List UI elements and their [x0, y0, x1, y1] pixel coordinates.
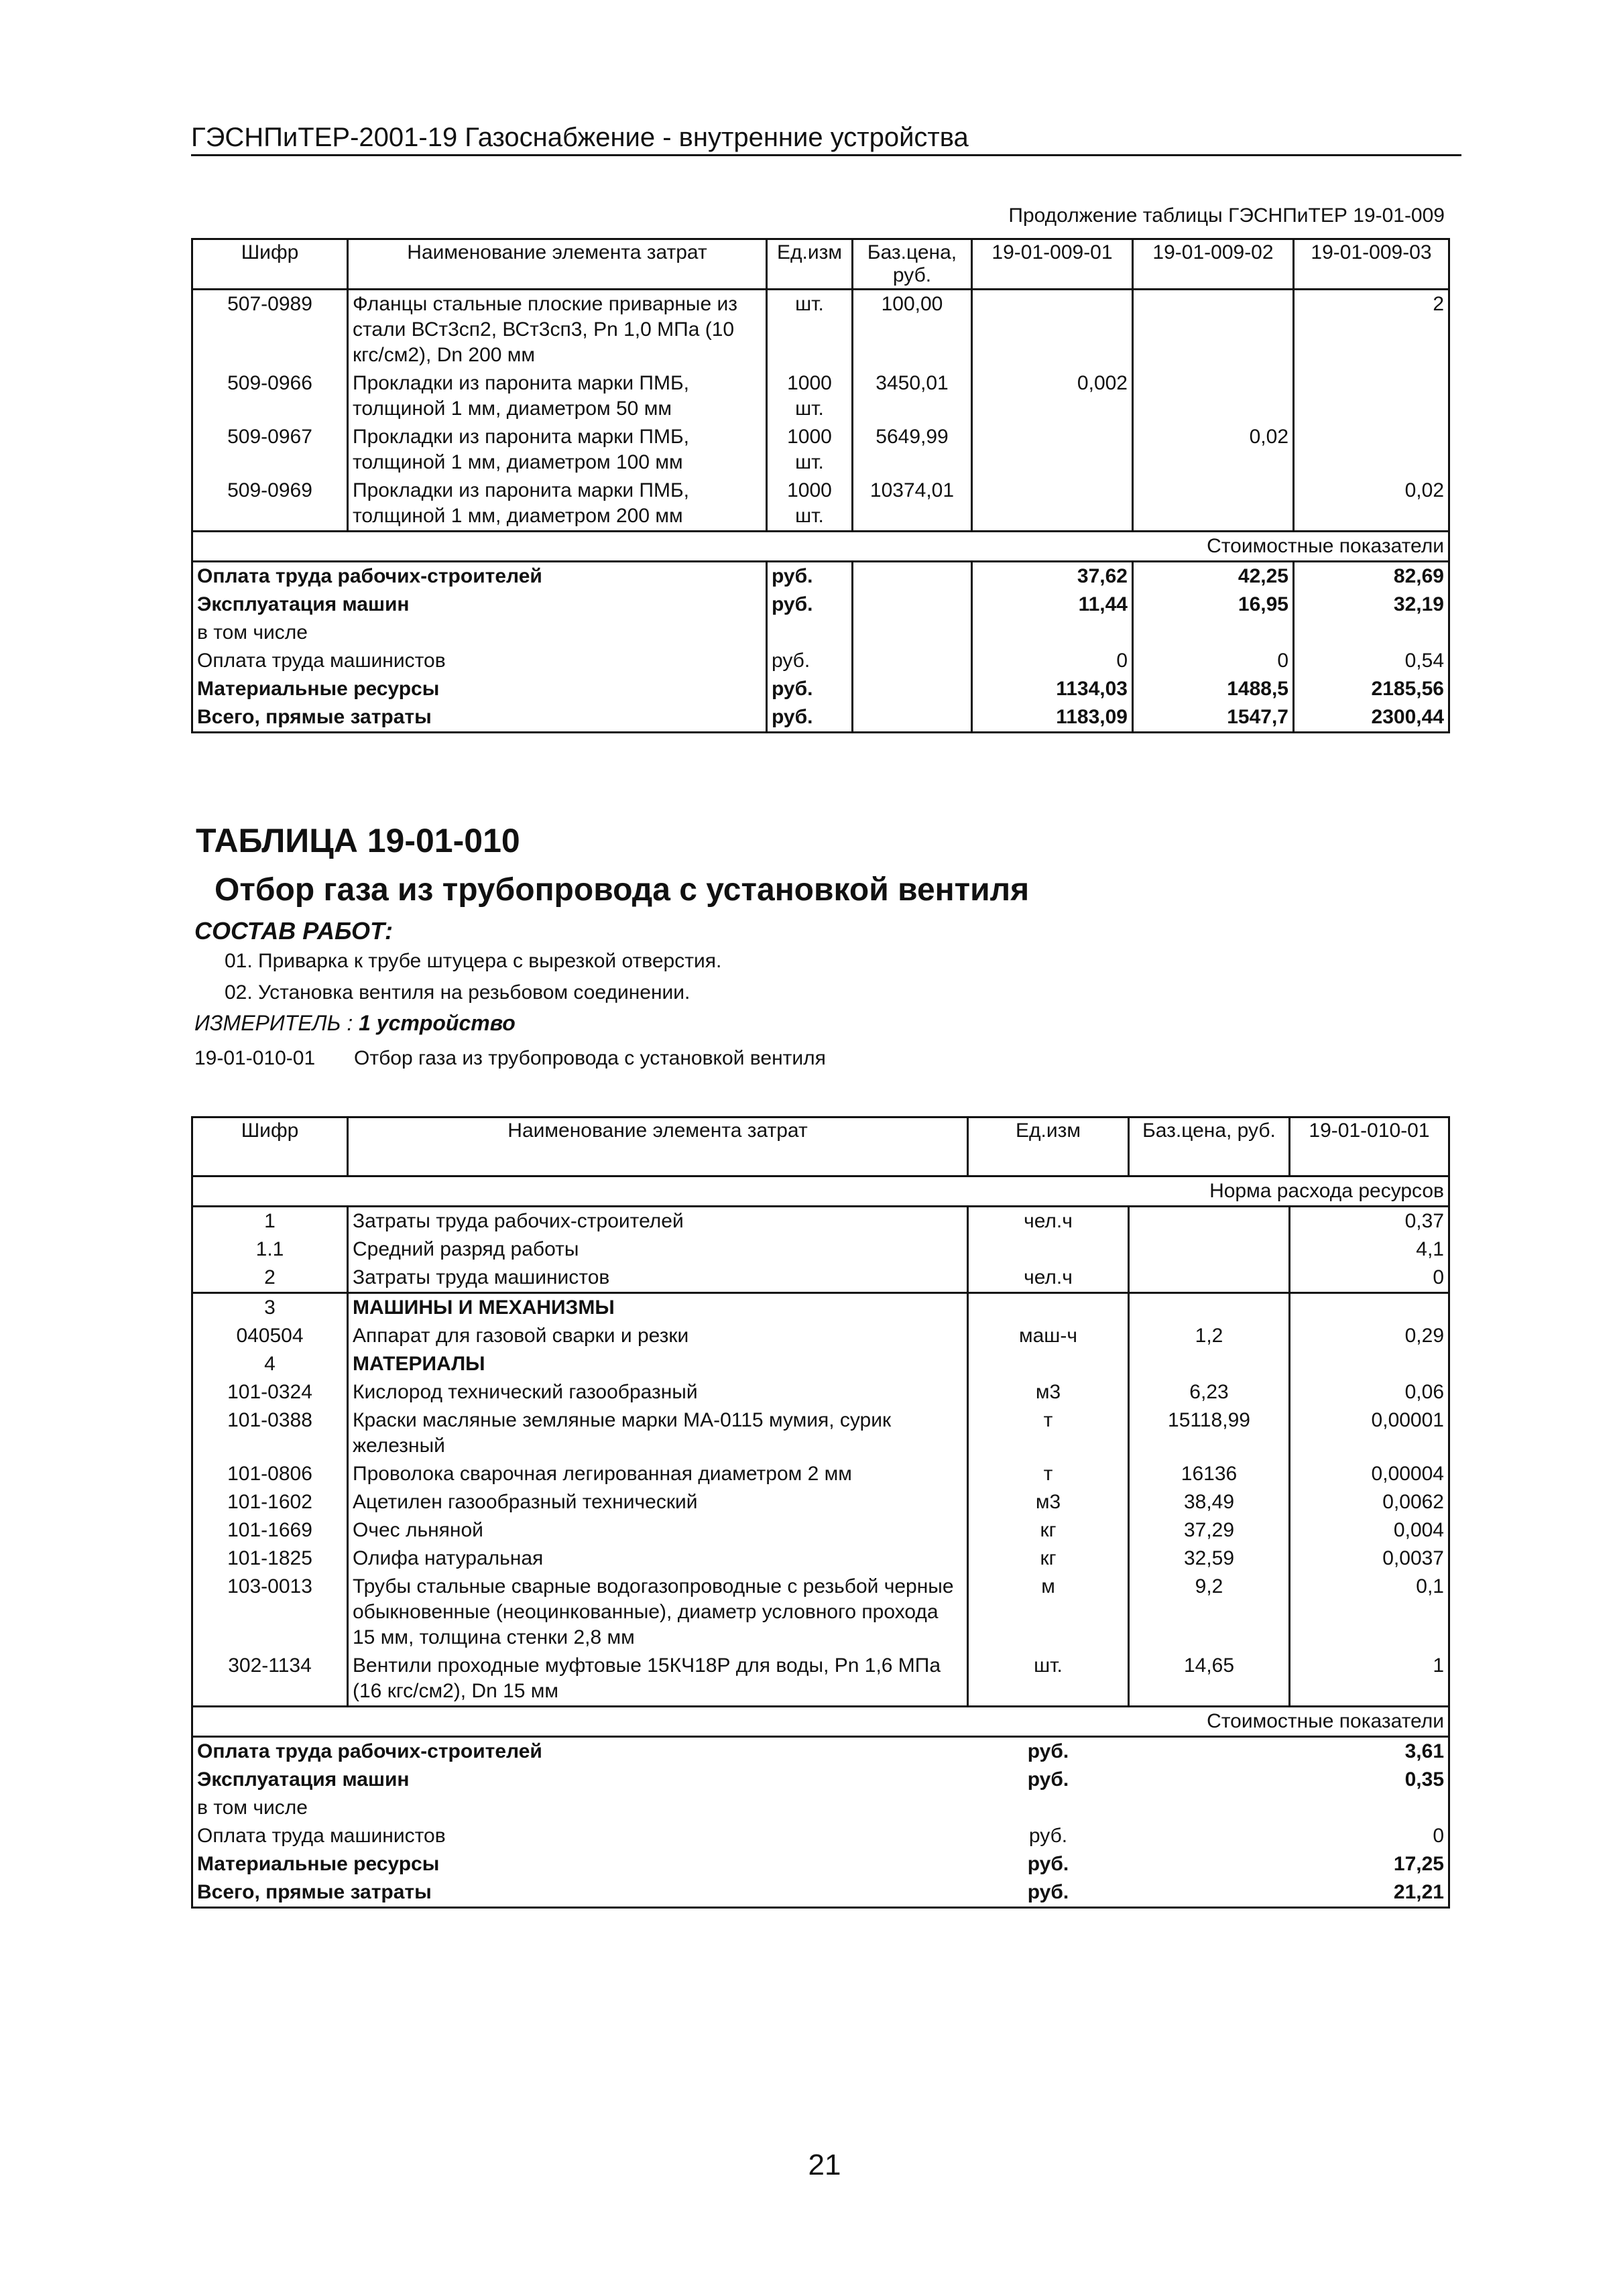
- table-cell: 0,54: [1294, 647, 1449, 675]
- column-header: Шифр: [192, 239, 348, 290]
- table-cell: Вентили проходные муфтовые 15КЧ18Р для воды, Рn 1,6 МПа (16 кгс/см2), Dn 15 мм: [348, 1652, 968, 1707]
- table-cell: 101-1602: [192, 1488, 348, 1516]
- table-cell: 17,25: [1290, 1850, 1449, 1878]
- table-cell: руб.: [767, 647, 853, 675]
- table-cell: 32,19: [1294, 591, 1449, 619]
- table-cell: Трубы стальные сварные водогазопроводные с резьбой черные обыкновенные (неоцинкованные), диаметр условного прохода 15 мм, толщина стенки 2,8 мм: [348, 1573, 968, 1652]
- table-cell: Материальные ресурсы: [192, 1850, 968, 1878]
- table-header-row: [192, 239, 1449, 290]
- table-cell: 0: [972, 647, 1133, 675]
- table-row: [192, 290, 1449, 370]
- section-label: Норма расхода ресурсов: [192, 1176, 1449, 1207]
- table-cell: 0,00004: [1290, 1460, 1449, 1488]
- table-cell: 1000 шт.: [767, 423, 853, 477]
- table-cell: Эксплуатация машин: [192, 591, 767, 619]
- resource-table-19-01-009: [191, 238, 1450, 733]
- table-cell: 101-1825: [192, 1545, 348, 1573]
- section-row: [192, 1707, 1449, 1737]
- table-row: [192, 1545, 1449, 1573]
- table-row: [192, 1207, 1449, 1236]
- column-header: Баз.цена, руб.: [853, 239, 972, 290]
- table-cell: [1294, 619, 1449, 647]
- table-cell: руб.: [767, 703, 853, 733]
- cost-row: [192, 562, 1449, 591]
- table-cell: [1290, 1794, 1449, 1822]
- table-cell: 509-0969: [192, 477, 348, 532]
- measurement-value: 1 устройство: [359, 1011, 516, 1035]
- table-cell: 6,23: [1129, 1378, 1290, 1406]
- table-cell: [1294, 423, 1449, 477]
- table-cell: в том числе: [192, 619, 767, 647]
- table-cell: 2300,44: [1294, 703, 1449, 733]
- table-cell: 3: [192, 1293, 348, 1323]
- table-cell: Затраты труда рабочих-строителей: [348, 1207, 968, 1236]
- cost-row: [192, 1737, 1449, 1766]
- table-cell: 1: [1290, 1652, 1449, 1707]
- table-cell: [853, 647, 972, 675]
- table-cell: 11,44: [972, 591, 1133, 619]
- table-cell: Прокладки из паронита марки ПМБ, толщиной 1 мм, диаметром 50 мм: [348, 369, 767, 423]
- measurement-unit: [194, 1011, 516, 1036]
- table-row: [192, 369, 1449, 423]
- table-cell: [1129, 1822, 1290, 1850]
- table-cell: 4,1: [1290, 1235, 1449, 1264]
- table-cell: 2185,56: [1294, 675, 1449, 703]
- table-cell: Оплата труда рабочих-строителей: [192, 1737, 968, 1766]
- table-row: [192, 1652, 1449, 1707]
- table-cell: в том числе: [192, 1794, 968, 1822]
- table-row: [192, 1460, 1449, 1488]
- table-cell: 1000 шт.: [767, 369, 853, 423]
- table-cell: 37,62: [972, 562, 1133, 591]
- table-cell: [1290, 1350, 1449, 1378]
- table-cell: 101-0806: [192, 1460, 348, 1488]
- table-cell: руб.: [767, 675, 853, 703]
- table-cell: [1129, 1350, 1290, 1378]
- table-cell: 101-1669: [192, 1516, 348, 1545]
- table-cell: 1: [192, 1207, 348, 1236]
- table-cell: Очес льняной: [348, 1516, 968, 1545]
- table-cell: Всего, прямые затраты: [192, 703, 767, 733]
- table-cell: [1129, 1850, 1290, 1878]
- table-cell: т: [968, 1406, 1129, 1460]
- cost-row: [192, 647, 1449, 675]
- column-header: 19-01-009-03: [1294, 239, 1449, 290]
- table-cell: [1129, 1766, 1290, 1794]
- table-cell: 0: [1133, 647, 1294, 675]
- table-cell: 37,29: [1129, 1516, 1290, 1545]
- table-cell: 3,61: [1290, 1737, 1449, 1766]
- table-cell: 509-0966: [192, 369, 348, 423]
- table-cell: м3: [968, 1488, 1129, 1516]
- table-cell: руб.: [968, 1878, 1129, 1908]
- table-cell: 4: [192, 1350, 348, 1378]
- table-row: [192, 1516, 1449, 1545]
- table-cell: Оплата труда машинистов: [192, 647, 767, 675]
- table-cell: Фланцы стальные плоские приварные из стали ВСт3сп2, ВСт3сп3, Рn 1,0 МПа (10 кгс/см2), Dn 200 мм: [348, 290, 767, 370]
- cost-row: [192, 1794, 1449, 1822]
- table-cell: 1183,09: [972, 703, 1133, 733]
- table-cell: кг: [968, 1545, 1129, 1573]
- table-cell: чел.ч: [968, 1207, 1129, 1236]
- table-cell: 0,0037: [1290, 1545, 1449, 1573]
- table-row: [192, 1350, 1449, 1378]
- table-cell: [1129, 1794, 1290, 1822]
- table-cell: Материальные ресурсы: [192, 675, 767, 703]
- table-cell: 2: [192, 1264, 348, 1293]
- table-cell: Средний разряд работы: [348, 1235, 968, 1264]
- measurement-label: ИЗМЕРИТЕЛЬ :: [194, 1011, 353, 1035]
- work-step: 01. Приварка к трубе штуцера с вырезкой отверстия.: [225, 950, 722, 972]
- table-cell: [1129, 1207, 1290, 1236]
- table-cell: [1133, 477, 1294, 532]
- table-cell: руб.: [767, 562, 853, 591]
- table-cell: 38,49: [1129, 1488, 1290, 1516]
- table-cell: Всего, прямые затраты: [192, 1878, 968, 1908]
- table-cell: [972, 477, 1133, 532]
- table-cell: 509-0967: [192, 423, 348, 477]
- table-cell: [1133, 369, 1294, 423]
- table-cell: 0,02: [1133, 423, 1294, 477]
- table-cell: 040504: [192, 1322, 348, 1350]
- table-cell: Оплата труда машинистов: [192, 1822, 968, 1850]
- table-row: [192, 477, 1449, 532]
- table-cell: шт.: [968, 1652, 1129, 1707]
- table-cell: 42,25: [1133, 562, 1294, 591]
- column-header: 19-01-010-01: [1290, 1117, 1449, 1176]
- table-cell: руб.: [1027, 1853, 1069, 1875]
- table-cell: 9,2: [1129, 1573, 1290, 1652]
- table-cell: [968, 1350, 1129, 1378]
- section-label: Стоимостные показатели: [192, 1707, 1449, 1737]
- table-cell: 0: [1290, 1264, 1449, 1293]
- cost-row: [192, 591, 1449, 619]
- table-cell: [968, 1235, 1129, 1264]
- table-cell: 5649,99: [853, 423, 972, 477]
- table-cell: Прокладки из паронита марки ПМБ, толщиной 1 мм, диаметром 200 мм: [348, 477, 767, 532]
- table-cell: 21,21: [1290, 1878, 1449, 1908]
- table-cell: 1000 шт.: [767, 477, 853, 532]
- table-cell: 1.1: [192, 1235, 348, 1264]
- table-row: [192, 1378, 1449, 1406]
- table-cell: 0,1: [1290, 1573, 1449, 1652]
- table-row: [192, 1573, 1449, 1652]
- table-cell: [1290, 1293, 1449, 1323]
- table-cell: [972, 619, 1133, 647]
- table-cell: [1129, 1878, 1290, 1908]
- norm-code: 19-01-010-01: [194, 1047, 316, 1069]
- cost-row: [192, 1850, 1449, 1878]
- table-cell: м: [968, 1573, 1129, 1652]
- table-cell: МАТЕРИАЛЫ: [348, 1350, 968, 1378]
- table-cell: 0,02: [1294, 477, 1449, 532]
- page-header: ГЭСНПиТЕР-2001-19 Газоснабжение - внутренние устройства: [191, 121, 1461, 156]
- table-cell: 0,00001: [1290, 1406, 1449, 1460]
- table-cell: [853, 675, 972, 703]
- table-cell: 1547,7: [1133, 703, 1294, 733]
- table-cell: чел.ч: [968, 1264, 1129, 1293]
- table-cell: [1294, 369, 1449, 423]
- section-label: Стоимостные показатели: [192, 532, 1449, 562]
- table-cell: 10374,01: [853, 477, 972, 532]
- table-cell: 82,69: [1294, 562, 1449, 591]
- cost-row: [192, 703, 1449, 733]
- table-cell: 101-0324: [192, 1378, 348, 1406]
- table-cell: [1129, 1235, 1290, 1264]
- table-row: [192, 1488, 1449, 1516]
- table-row: [192, 1235, 1449, 1264]
- table-row: [192, 1264, 1449, 1293]
- table-cell: [1129, 1293, 1290, 1323]
- table-cell: Аппарат для газовой сварки и резки: [348, 1322, 968, 1350]
- table-cell: Проволока сварочная легированная диаметром 2 мм: [348, 1460, 968, 1488]
- table-cell: 0,37: [1290, 1207, 1449, 1236]
- column-header: 19-01-009-01: [972, 239, 1133, 290]
- table-cell: [1129, 1737, 1290, 1766]
- table-cell: 0,29: [1290, 1322, 1449, 1350]
- column-header: Шифр: [192, 1117, 348, 1176]
- table-cell: Ацетилен газообразный технический: [348, 1488, 968, 1516]
- table-cell: Прокладки из паронита марки ПМБ, толщиной 1 мм, диаметром 100 мм: [348, 423, 767, 477]
- table-cell: 15118,99: [1129, 1406, 1290, 1460]
- table-cell: руб.: [1027, 1740, 1069, 1762]
- table-row: [192, 1322, 1449, 1350]
- table-cell: 100,00: [853, 290, 972, 370]
- table-cell: [853, 562, 972, 591]
- table-cell: 0,06: [1290, 1378, 1449, 1406]
- table-cell: 302-1134: [192, 1652, 348, 1707]
- cost-row: [192, 1822, 1449, 1850]
- table-cell: 32,59: [1129, 1545, 1290, 1573]
- table-row: [192, 423, 1449, 477]
- work-step: 02. Установка вентиля на резьбовом соединении.: [225, 981, 690, 1004]
- table-cell: 0,004: [1290, 1516, 1449, 1545]
- table-cell: [1133, 619, 1294, 647]
- table-cell: Затраты труда машинистов: [348, 1264, 968, 1293]
- table-cell: 16,95: [1133, 591, 1294, 619]
- table-cell: 1,2: [1129, 1322, 1290, 1350]
- table-cell: 0: [1290, 1822, 1449, 1850]
- column-header: Наименование элемента затрат: [348, 239, 767, 290]
- section-row: [192, 1176, 1449, 1207]
- table-cell: 16136: [1129, 1460, 1290, 1488]
- table-cell: [972, 423, 1133, 477]
- table-cell: Эксплуатация машин: [192, 1766, 968, 1794]
- section-row: [192, 532, 1449, 562]
- table-cell: 14,65: [1129, 1652, 1290, 1707]
- table-cell: 0,0062: [1290, 1488, 1449, 1516]
- table-cell: [968, 1794, 1129, 1822]
- table-cell: [767, 619, 853, 647]
- work-composition-heading: СОСТАВ РАБОТ:: [194, 917, 393, 945]
- page-number: 21: [808, 2149, 841, 2181]
- table-cell: [853, 591, 972, 619]
- cost-row: [192, 675, 1449, 703]
- table-cell: 101-0388: [192, 1406, 348, 1460]
- table-cell: 1134,03: [972, 675, 1133, 703]
- column-header: Баз.цена, руб.: [1129, 1117, 1290, 1176]
- table-cell: [853, 619, 972, 647]
- table-cell: 103-0013: [192, 1573, 348, 1652]
- table-header-row: [192, 1117, 1449, 1176]
- table-cell: 3450,01: [853, 369, 972, 423]
- table-cell: 0,002: [972, 369, 1133, 423]
- table-cell: 507-0989: [192, 290, 348, 370]
- table-cell: [972, 290, 1133, 370]
- table-cell: Кислород технический газообразный: [348, 1378, 968, 1406]
- cost-row: [192, 1766, 1449, 1794]
- column-header: 19-01-009-02: [1133, 239, 1294, 290]
- table-cell: 0,35: [1290, 1766, 1449, 1794]
- table-cell: [968, 1293, 1129, 1323]
- norm-name: Отбор газа из трубопровода с установкой вентиля: [354, 1047, 826, 1069]
- table-cell: т: [968, 1460, 1129, 1488]
- table-cell: Краски масляные земляные марки МА-0115 мумия, сурик железный: [348, 1406, 968, 1460]
- table-cell: м3: [968, 1378, 1129, 1406]
- table-row: [192, 1406, 1449, 1460]
- table-cell: руб.: [767, 591, 853, 619]
- table-cell: [1133, 290, 1294, 370]
- table-cell: [853, 703, 972, 733]
- table-name: Отбор газа из трубопровода с установкой вентиля: [215, 872, 1030, 908]
- table-cell: руб.: [1028, 1825, 1068, 1847]
- table-row: [192, 1293, 1449, 1323]
- table-cell: [1129, 1264, 1290, 1293]
- cost-row: [192, 619, 1449, 647]
- table-cell: 2: [1294, 290, 1449, 370]
- table-cell: маш-ч: [968, 1322, 1129, 1350]
- cost-row: [192, 1878, 1449, 1908]
- resource-table-19-01-010: [191, 1116, 1450, 1909]
- table-cell: руб.: [1027, 1768, 1069, 1791]
- table-cell: Оплата труда рабочих-строителей: [192, 562, 767, 591]
- table-cell: Олифа натуральная: [348, 1545, 968, 1573]
- column-header: Ед.изм: [767, 239, 853, 290]
- column-header: Ед.изм: [968, 1117, 1129, 1176]
- table-cell: МАШИНЫ И МЕХАНИЗМЫ: [348, 1293, 968, 1323]
- table-continuation-caption: Продолжение таблицы ГЭСНПиТЕР 19-01-009: [1008, 204, 1445, 227]
- table-cell: шт.: [767, 290, 853, 370]
- table-cell: кг: [968, 1516, 1129, 1545]
- table-number: ТАБЛИЦА 19-01-010: [196, 822, 520, 859]
- table-cell: 1488,5: [1133, 675, 1294, 703]
- column-header: Наименование элемента затрат: [348, 1117, 968, 1176]
